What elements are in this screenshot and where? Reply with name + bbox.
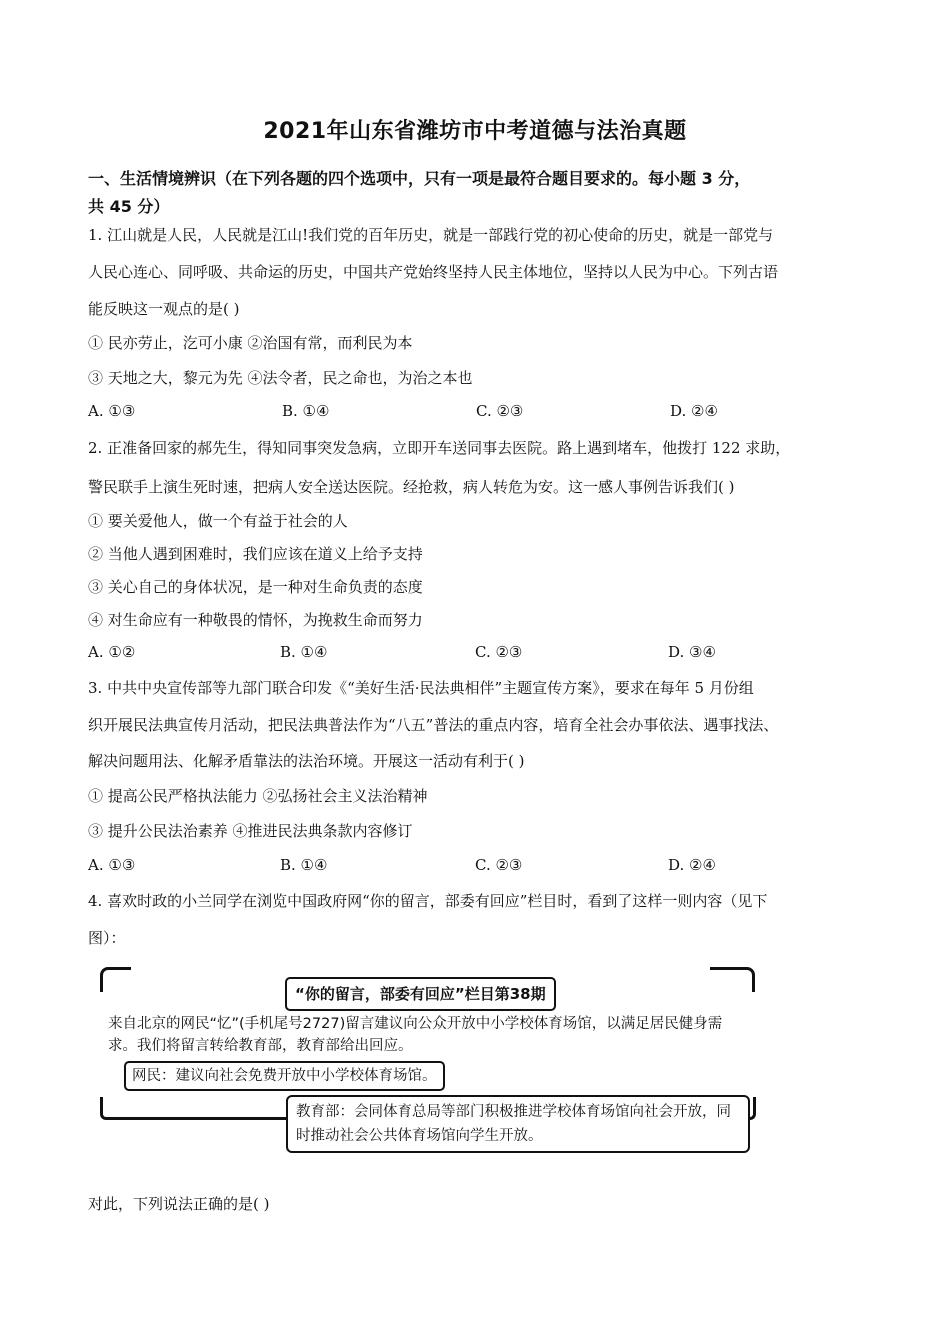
q3-option-c: C. ②③ [475, 856, 523, 874]
q1-option-b: B. ①④ [282, 402, 330, 420]
q3-line: 织开展民法典宣传月活动，把民法典普法作为“八五”普法的重点内容，培育全社会办事依法、遇事找法、 [88, 716, 779, 734]
section-heading-line2: 共 45 分） [88, 197, 170, 216]
q1-line: 1. 江山就是人民，人民就是江山!我们党的百年历史，就是一部践行党的初心使命的历史，就是一部党与 [88, 226, 774, 244]
q3-line: 解决问题用法、化解矛盾靠法的法治环境。开展这一活动有利于( ) [88, 752, 525, 770]
q2-item: ② 当他人遇到困难时，我们应该在道义上给予支持 [88, 545, 423, 563]
q1-item: ① 民亦劳止，汔可小康 ②治国有常，而利民为本 [88, 334, 413, 352]
q3-line: 3. 中共中央宣传部等九部门联合印发《“美好生活·民法典相伴”主题宣传方案》，要求在每年 5 月份组 [88, 679, 754, 697]
q1-option-a: A. ①③ [88, 402, 136, 420]
section-heading-line1: 一、生活情境辨识（在下列各题的四个选项中，只有一项是最符合题目要求的。每小题 3 分， [88, 169, 751, 188]
q2-line: 2. 正准备回家的郝先生，得知同事突发急病，立即开车送同事去医院。路上遇到堵车，他拨打 122 求助， [88, 439, 791, 457]
figure-header: “你的留言，部委有回应”栏目第38期 [285, 977, 556, 1011]
q4-line: 图）： [88, 929, 126, 947]
figure-netizen-message: 网民：建议向社会免费开放中小学校体育场馆。 [124, 1061, 445, 1091]
figure-ministry-reply: 教育部：会同体育总局等部门积极推进学校体育场馆向社会开放，同时推动社会公共体育场馆向学生开放。 [286, 1095, 750, 1153]
page-title: 2021年山东省潍坊市中考道德与法治真题 [263, 119, 687, 144]
q3-option-a: A. ①③ [88, 856, 136, 874]
q2-item: ④ 对生命应有一种敬畏的情怀，为挽救生命而努力 [88, 611, 423, 629]
q1-option-c: C. ②③ [476, 402, 524, 420]
q2-item: ③ 关心自己的身体状况，是一种对生命负责的态度 [88, 578, 423, 596]
q2-line: 警民联手上演生死时速，把病人安全送达医院。经抢救，病人转危为安。这一感人事例告诉我们( ) [88, 478, 735, 496]
q3-option-b: B. ①④ [280, 856, 328, 874]
figure-intro: 来自北京的网民“忆”(手机尾号2727)留言建议向公众开放中小学校体育场馆，以满足居民健身需求。我们将留言转给教育部，教育部给出回应。 [108, 1016, 723, 1054]
q2-option-c: C. ②③ [475, 643, 523, 661]
q3-item: ③ 提升公民法治素养 ④推进民法典条款内容修订 [88, 822, 413, 840]
q1-line: 人民心连心、同呼吸、共命运的历史，中国共产党始终坚持人民主体地位，坚持以人民为中心。下列古语 [88, 263, 779, 281]
q3-item: ① 提高公民严格执法能力 ②弘扬社会主义法治精神 [88, 787, 428, 805]
q4-line: 4. 喜欢时政的小兰同学在浏览中国政府网“你的留言，部委有回应”栏目时，看到了这样一则内容（见下 [88, 892, 768, 910]
q1-line: 能反映这一观点的是( ) [88, 300, 240, 318]
q2-option-b: B. ①④ [280, 643, 328, 661]
q2-item: ① 要关爱他人，做一个有益于社会的人 [88, 512, 348, 530]
q2-option-d: D. ③④ [668, 643, 716, 661]
figure-bracket-right [710, 967, 755, 992]
q3-option-d: D. ②④ [668, 856, 716, 874]
q1-option-d: D. ②④ [670, 402, 718, 420]
q1-item: ③ 天地之大，黎元为先 ④法令者，民之命也，为治之本也 [88, 369, 473, 387]
figure-bracket-left [100, 967, 131, 992]
q2-option-a: A. ①② [88, 643, 136, 661]
q4-after: 对此，下列说法正确的是( ) [88, 1195, 270, 1213]
message-board-figure [100, 965, 755, 1165]
